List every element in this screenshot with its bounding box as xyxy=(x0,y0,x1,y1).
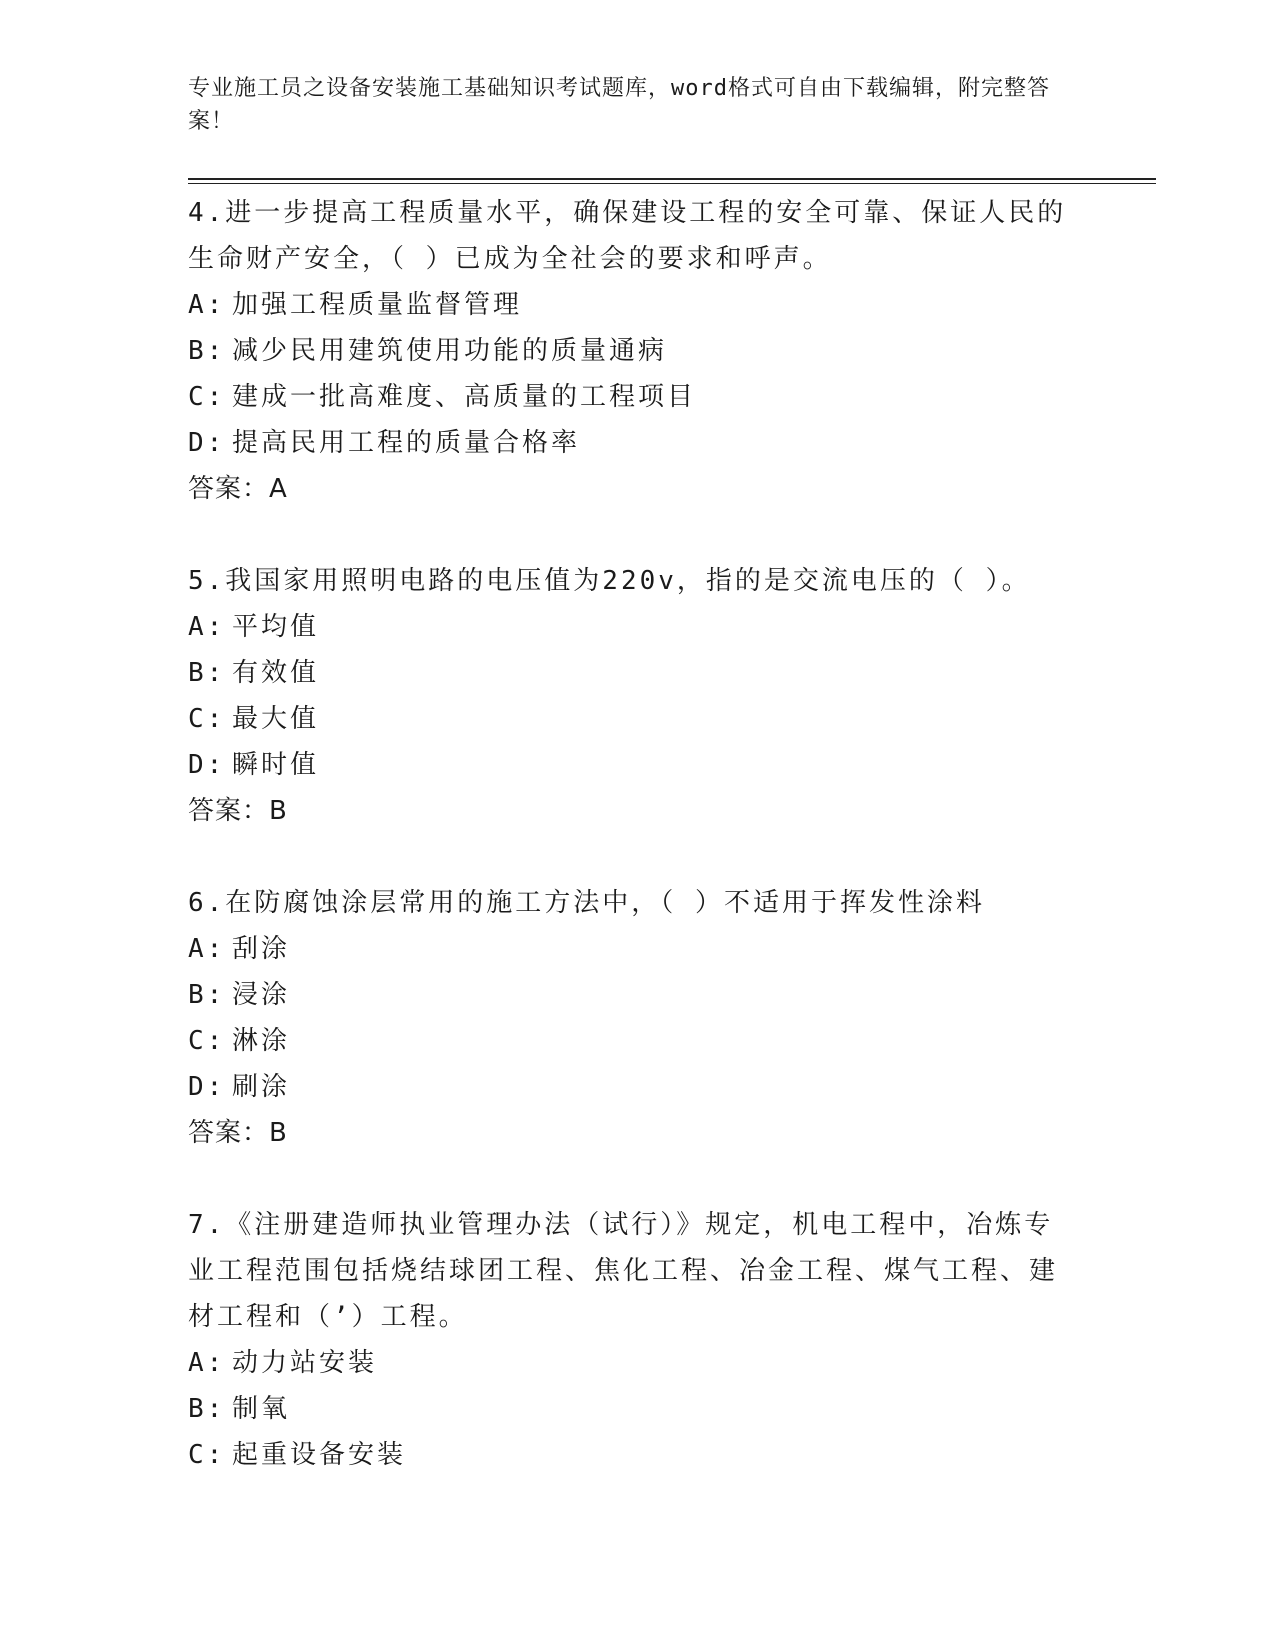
option-letter: A: xyxy=(188,290,226,320)
option-letter: A: xyxy=(188,934,226,964)
option-letter: C: xyxy=(188,382,226,412)
header-divider-thin xyxy=(188,183,1156,184)
option-text: 动力站安装 xyxy=(232,1348,378,1378)
option-text: 刷涂 xyxy=(232,1072,291,1102)
option-text: 淋涂 xyxy=(232,1026,291,1056)
option-text: 浸涂 xyxy=(232,980,291,1010)
option-b xyxy=(188,650,1068,696)
option-letter: A: xyxy=(188,612,226,642)
option-c xyxy=(188,1432,1068,1478)
option-a xyxy=(188,282,1068,328)
option-text: 减少民用建筑使用功能的质量通病 xyxy=(232,336,668,366)
option-b xyxy=(188,972,1068,1018)
option-text: 加强工程质量监督管理 xyxy=(232,290,523,320)
option-b xyxy=(188,1386,1068,1432)
header-divider-thick xyxy=(188,178,1156,180)
option-text: 建成一批高难度、高质量的工程项目 xyxy=(232,382,697,412)
option-text: 起重设备安装 xyxy=(232,1440,407,1470)
question-6 xyxy=(188,880,1068,1156)
option-text: 刮涂 xyxy=(232,934,291,964)
answer-line: 答案：A xyxy=(188,474,288,504)
option-d xyxy=(188,742,1068,788)
question-7 xyxy=(188,1202,1068,1478)
option-letter: C: xyxy=(188,1440,226,1470)
option-text: 有效值 xyxy=(232,658,320,688)
question-stem: 6.在防腐蚀涂层常用的施工方法中，（ ）不适用于挥发性涂料 xyxy=(188,888,985,918)
option-text: 制氧 xyxy=(232,1394,291,1424)
option-letter: C: xyxy=(188,704,226,734)
answer-line: 答案：B xyxy=(188,796,288,826)
option-c xyxy=(188,374,1068,420)
option-letter: C: xyxy=(188,1026,226,1056)
option-letter: D: xyxy=(188,1072,226,1102)
option-a xyxy=(188,1340,1068,1386)
option-text: 平均值 xyxy=(232,612,320,642)
question-stem: 5.我国家用照明电路的电压值为220v，指的是交流电压的（ ）。 xyxy=(188,566,1031,596)
option-letter: B: xyxy=(188,336,226,366)
option-text: 提高民用工程的质量合格率 xyxy=(232,428,581,458)
option-c xyxy=(188,696,1068,742)
option-letter: B: xyxy=(188,658,226,688)
option-letter: A: xyxy=(188,1348,226,1378)
question-5 xyxy=(188,558,1068,834)
option-letter: D: xyxy=(188,428,226,458)
option-c xyxy=(188,1018,1068,1064)
option-text: 最大值 xyxy=(232,704,320,734)
question-stem: 4.进一步提高工程质量水平，确保建设工程的安全可靠、保证人民的生命财产安全，（ ）已成为全社会的要求和呼声。 xyxy=(188,198,1067,274)
option-letter: B: xyxy=(188,980,226,1010)
question-4 xyxy=(188,190,1068,512)
option-text: 瞬时值 xyxy=(232,750,320,780)
question-stem: 7.《注册建造师执业管理办法（试行）》规定，机电工程中，冶炼专业工程范围包括烧结球团工程、焦化工程、冶金工程、煤气工程、建材工程和（’）工程。 xyxy=(188,1210,1059,1332)
answer-line: 答案：B xyxy=(188,1118,288,1148)
option-letter: D: xyxy=(188,750,226,780)
option-a xyxy=(188,926,1068,972)
question-list xyxy=(188,190,1068,1524)
option-b xyxy=(188,328,1068,374)
option-d xyxy=(188,420,1068,466)
document-header: 专业施工员之设备安装施工基础知识考试题库，word格式可自由下载编辑，附完整答案！ xyxy=(188,76,1050,134)
option-letter: B: xyxy=(188,1394,226,1424)
option-d xyxy=(188,1064,1068,1110)
option-a xyxy=(188,604,1068,650)
